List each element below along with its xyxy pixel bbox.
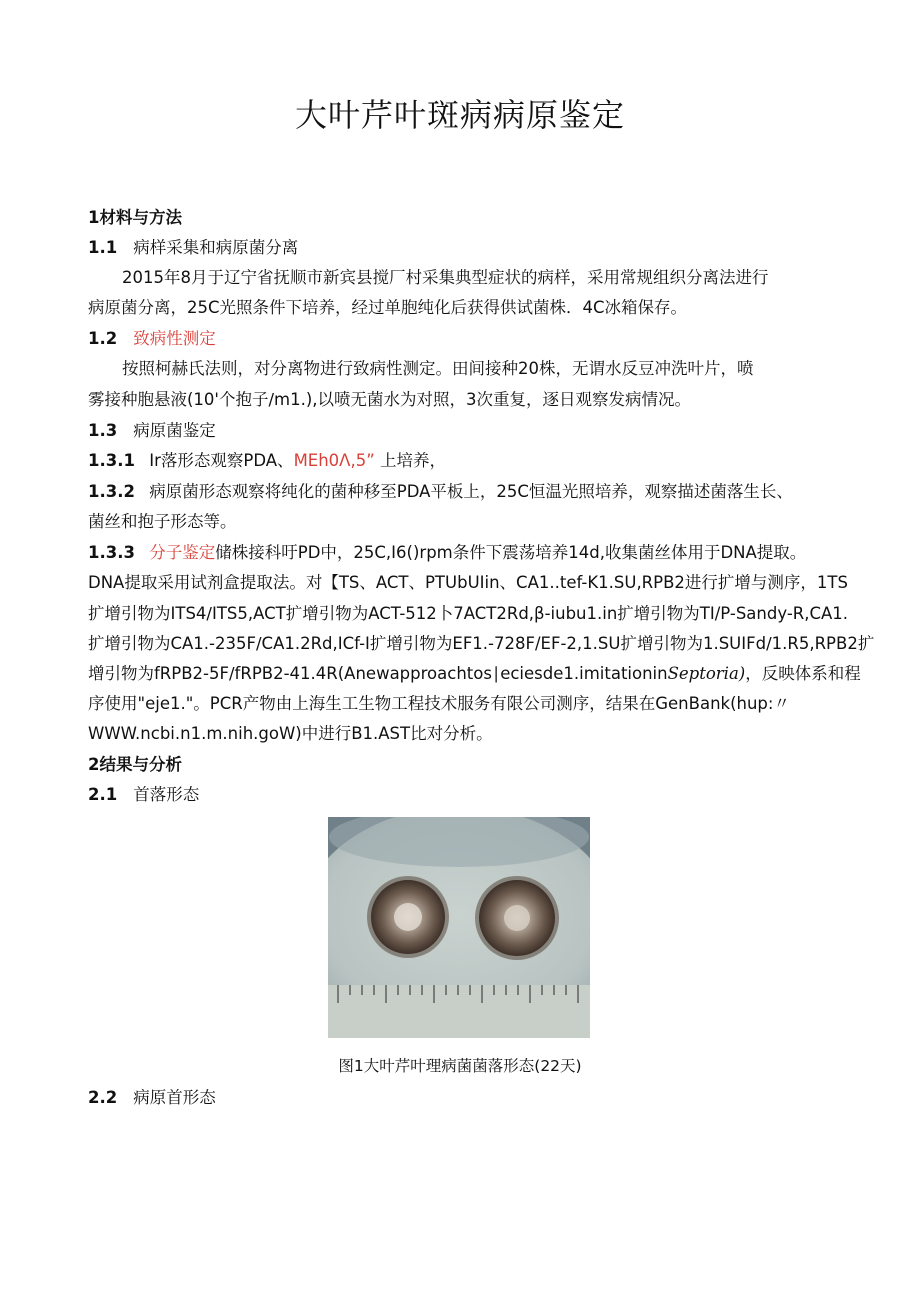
petri-dish-image [328,817,590,1038]
section-1-heading: 1材料与方法 [88,208,182,227]
subsection-number: 1.3.2 [88,482,135,501]
subsection-text-tail: 上培养， [380,451,447,470]
subsection-number: 2.1 [88,785,118,804]
subsection-1-3-2 [88,477,848,507]
paragraph-line: 雾接种胞悬液(10'个抱子∕m1.),以喷无菌水为对照，3次重复，逐日观察发病情况。 [88,390,692,409]
paragraph-line: 按照柯赫氏法则，对分离物进行致病性测定。田间接种20株，无谓水反豆冲洗叶片，喷 [122,359,754,378]
paragraph-line: 序使用"eje1."。PCR产物由上海生工生物工程技术服务有限公司测序，结果在GenBank(hup:〃 [88,694,790,713]
paragraph-line: 病原菌分离，25C光照条件下培养，经过单胞纯化后获得供试菌株．4C冰箱保存。 [88,298,688,317]
subsection-number: 1.1 [88,238,118,257]
subsection-title: 病原菌鉴定 [133,421,216,440]
paragraph-line: 2015年8月于辽宁省抚顺市新宾县搅厂村采集典型症状的病样，采用常规组织分离法进行 [122,268,769,287]
subsection-text: 病原菌形态观察将纯化的菌种移至PDA平板上，25C恒温光照培养，观察描述菌落生长、 [149,482,793,501]
subsection-text: Ir落形态观察PDA、 [149,451,294,470]
subsection-number: 1.3 [88,421,118,440]
subsection-1-1 [88,233,848,263]
italic-genus-text: Septoria) [667,664,746,683]
subsection-title: 首落形态 [133,785,200,804]
paragraph-text: 增引物为fRPB2-5F∕fRPB2-41.4R(Anewapproachtos∣eciesde1.imitationin [88,664,668,683]
subsection-text: 储株接科吁PD中，25C,I6()rpm条件下震荡培养14d,收集菌丝体用于DNA提取。 [215,543,807,562]
document-title: 大叶芹叶斑病病原鉴定 [294,96,625,134]
subsection-1-3-1 [88,446,848,476]
subsection-2-1 [88,780,848,810]
subsection-title: 病原首形态 [133,1088,216,1107]
subsection-title: 致病性测定 [133,329,216,348]
paragraph-line: 扩增引物为ITS4∕ITS5,ACT扩增引物为ACT-512卜7ACT2Rd,β-iubu1.in扩增引物为TI/P-Sandy-R,CA1. [88,604,849,623]
subsection-number: 1.3.3 [88,543,135,562]
section-2-heading: 2结果与分析 [88,755,182,774]
paragraph-line: DNA提取采用试剂盒提取法。对【TS、ACT、PTUbUIin、CA1..tef-K1.SU,RPB2进行扩增与测序，1TS [88,573,848,592]
ruler [328,985,590,1038]
figure-caption: 图1大叶芹叶理病菌菌落形态(22天) [338,1057,582,1075]
subsection-number: 1.3.1 [88,451,135,470]
colony-photo [328,817,590,1038]
subsection-1-3 [88,416,848,446]
paragraph-line: 扩增引物为CA1.-235F∕CA1.2Rd,ICf-I扩增引物为EF1.-728F/EF-2,1.SU扩增引物为1.SUIFd∕1.R5,RPB2扩 [88,634,875,653]
paragraph-text-tail: ，反映体系和程 [745,664,861,683]
subsection-2-2 [88,1083,848,1113]
subsection-title: 病样采集和病原菌分离 [133,238,299,257]
highlighted-text: MEh0Λ,5” [293,451,375,470]
paragraph-line: 菌丝和抱子形态等。 [88,512,237,531]
subsection-1-2 [88,324,848,354]
paragraph-line: WWW.ncbi.n1.m.nih.goW)中进行B1.AST比对分析。 [88,724,493,743]
paragraph-line [88,659,861,689]
subsection-number: 2.2 [88,1088,118,1107]
subsection-number: 1.2 [88,329,118,348]
subsection-1-3-3 [88,538,848,568]
highlighted-text: 分子鉴定 [149,543,216,562]
